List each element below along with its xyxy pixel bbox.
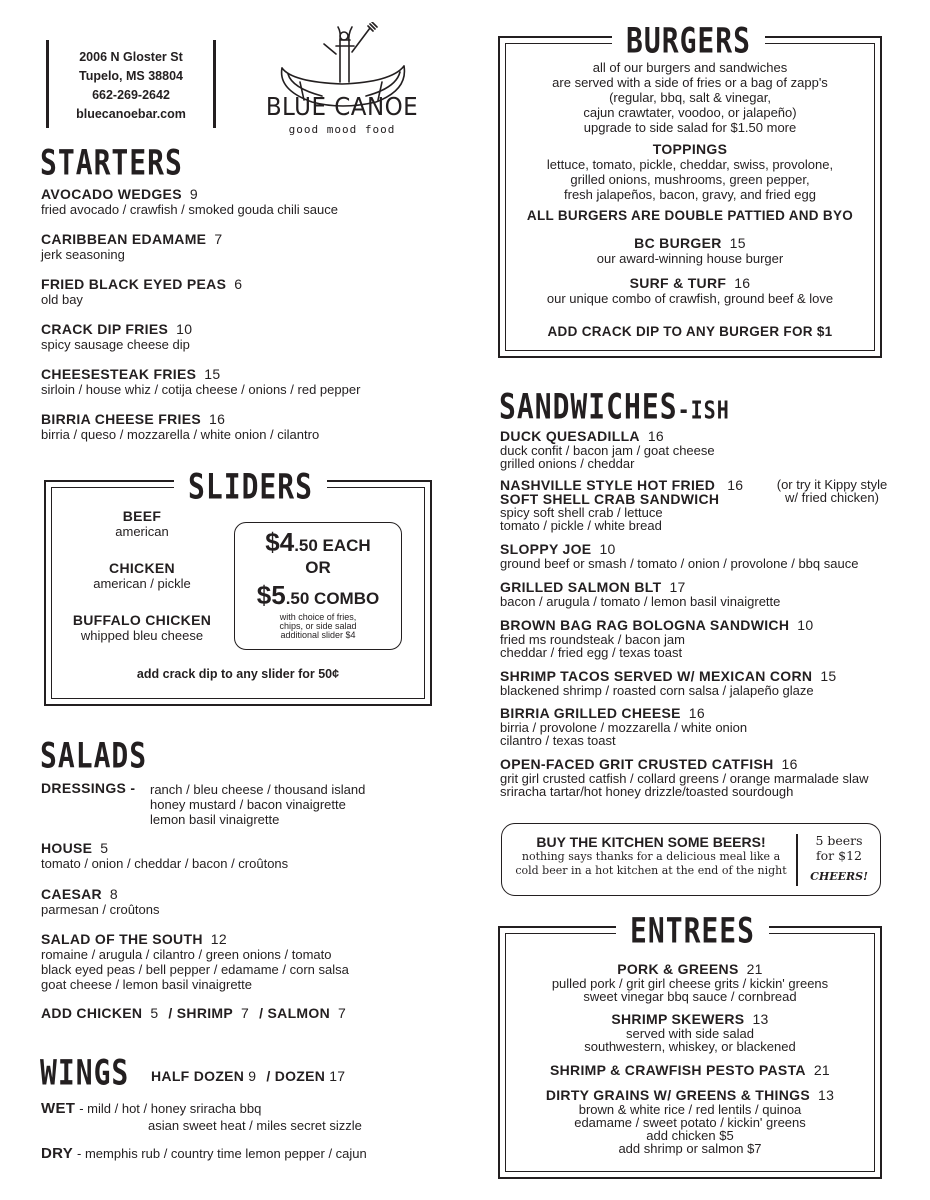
item-desc: parmesan / croûtons (41, 902, 160, 917)
price-combo-small: .50 COMBO (285, 589, 380, 608)
list-item (62, 612, 222, 664)
slider-price-box (234, 522, 402, 650)
burgers-title: BURGERS (612, 20, 765, 61)
list-item (41, 321, 461, 366)
item-name: BEEF (122, 508, 162, 524)
item-desc: sirloin / house whiz / cotija cheese / onions / red pepper (41, 382, 361, 397)
wings-dry: DRY - memphis rub / country time lemon pepper / cajun (41, 1145, 367, 1162)
item-name: SALAD OF THE SOUTH (41, 931, 203, 947)
sandwich-sloppy: SLOPPY JOE 10 ground beef or smash / tomato / onion / provolone / bbq sauce (500, 541, 859, 571)
item-name: FRIED BLACK EYED PEAS (41, 276, 227, 292)
beers-title: BUY THE KITCHEN SOME BEERS! (536, 834, 766, 850)
salad-south (41, 931, 461, 992)
burgers-toppings: TOPPINGS lettuce, tomato, pickle, cheddar, swiss, provolone, grilled onions, mushrooms, green pepper, fresh jalapeños, bacon, gravy, and fried egg (546, 141, 834, 202)
add-chicken: ADD CHICKEN (41, 1005, 143, 1021)
price-or: OR (305, 558, 331, 577)
item-desc: whipped bleu cheese (80, 628, 204, 643)
item-desc: american / pickle (93, 576, 191, 591)
address-phone: 662-269-2642 (92, 88, 170, 102)
price-combo-big: $5 (256, 580, 286, 610)
address-web: bluecanoebar.com (76, 107, 186, 121)
item-desc: romaine / arugula / cilantro / green onions / tomato (41, 947, 332, 962)
add-salmon: / SALMON (259, 1005, 330, 1021)
item-price: 9 (189, 186, 198, 202)
dressings-label: DRESSINGS - (41, 780, 136, 796)
salad-caesar (41, 886, 461, 917)
burgers-crack: ADD CRACK DIP TO ANY BURGER FOR $1 (547, 324, 833, 339)
item-price: 12 (210, 931, 227, 947)
list-item (41, 231, 461, 276)
item-price: 10 (176, 321, 193, 337)
entree-grains: DIRTY GRAINS W/ GREENS & THINGS 13 brown & white rice / red lentils / quinoa edamame / sweet potato / kickin' greens add chicken $5 add shrimp or salmon $7 (545, 1087, 835, 1156)
list-item (62, 560, 222, 612)
wings-wet: WET - mild / hot / honey sriracha bbq asian sweet heat / miles secret sizzle (41, 1100, 362, 1133)
list-item (41, 186, 461, 231)
sandwich-bologna: BROWN BAG RAG BOLOGNA SANDWICH 10 fried ms roundsteak / bacon jam cheddar / fried egg / texas toast (500, 617, 814, 660)
sandwich-birria: BIRRIA GRILLED CHEESE 16 birria / provolone / mozzarella / white onion cilantro / texas toast (500, 705, 748, 748)
starters-title: STARTERS (40, 142, 183, 184)
combo-note-3: additional slider $4 (280, 630, 356, 640)
beers-cheers: CHEERS! (810, 870, 868, 883)
item-name: CHEESESTEAK FRIES (41, 366, 197, 382)
sandwiches-title: SANDWICHES-ISH (499, 386, 730, 428)
item-desc: fried avocado / crawfish / smoked gouda chili sauce (41, 202, 338, 217)
item-name: HOUSE (41, 840, 93, 856)
salad-house (41, 840, 461, 871)
item-name: AVOCADO WEDGES (41, 186, 182, 202)
item-name: CARIBBEAN EDAMAME (41, 231, 207, 247)
slider-footer: add crack dip to any slider for 50¢ (136, 667, 340, 681)
item-price: 7 (214, 231, 223, 247)
burgers-intro: all of our burgers and sandwiches are served with a side of fries or a bag of zapp's (regular, bbq, salt & vinegar, cajun crawtater, voodoo, or jalapeño) upgrade to side salad for $1.50 more (552, 60, 828, 135)
item-desc: black eyed peas / bell pepper / edamame / corn salsa (41, 962, 349, 977)
logo (252, 22, 432, 142)
address-city: Tupelo, MS 38804 (79, 69, 183, 83)
entree-pasta: SHRIMP & CRAWFISH PESTO PASTA 21 (550, 1062, 830, 1078)
item-desc: tomato / onion / cheddar / bacon / croûtons (41, 856, 289, 871)
item-desc: jerk seasoning (41, 247, 125, 262)
sandwich-tacos: SHRIMP TACOS SERVED W/ MEXICAN CORN 15 blackened shrimp / roasted corn salsa / jalapeño glaze (500, 668, 837, 698)
salads-title: SALADS (40, 735, 148, 777)
item-price: 5 (100, 840, 109, 856)
item-desc: birria / queso / mozzarella / white onion / cilantro (41, 427, 320, 442)
dressings-line-1: ranch / bleu cheese / thousand island (150, 782, 366, 797)
item-name: BUFFALO CHICKEN (72, 612, 212, 628)
burgers-double: ALL BURGERS ARE DOUBLE PATTIED AND BYO (526, 208, 854, 223)
starters-list (41, 186, 461, 456)
list-item (41, 366, 461, 411)
dressings-line-2: honey mustard / bacon vinaigrette (150, 797, 346, 812)
beers-box (501, 823, 881, 896)
dressings-line-3: lemon basil vinaigrette (150, 812, 280, 827)
beers-line-2: cold beer in a hot kitchen at the end of the night (515, 864, 787, 877)
item-name: BIRRIA CHEESE FRIES (41, 411, 201, 427)
item-desc: goat cheese / lemon basil vinaigrette (41, 977, 253, 992)
sliders-list (62, 508, 222, 664)
entree-skewers: SHRIMP SKEWERS 13 served with side salad southwestern, whiskey, or blackened (584, 1011, 796, 1054)
brand-name: BLUE CANOE (265, 92, 419, 121)
price-each-small: .50 EACH (294, 536, 371, 555)
entree-pork: PORK & GREENS 21 pulled pork / grit girl cheese grits / kickin' greens sweet vinegar bbq sauce / cornbread (551, 961, 829, 1004)
item-price: 15 (204, 366, 221, 382)
salad-addons: ADD CHICKEN 5 / SHRIMP 7 / SALMON 7 (41, 1005, 347, 1021)
sandwich-duck: DUCK QUESADILLA 16 duck confit / bacon jam / goat cheese grilled onions / cheddar (500, 428, 715, 471)
item-name: CHICKEN (109, 560, 175, 576)
add-shrimp: / SHRIMP (168, 1005, 234, 1021)
beers-offer-2: for $12 (816, 848, 862, 863)
wings-sizes: HALF DOZEN 9 / DOZEN 17 (151, 1068, 346, 1084)
item-name: CAESAR (41, 886, 102, 902)
beers-line-1: nothing says thanks for a delicious meal like a (521, 850, 781, 863)
item-price: 16 (208, 411, 226, 427)
item-price: 8 (109, 886, 119, 902)
list-item (41, 411, 461, 456)
burger-surf: SURF & TURF 16 our unique combo of crawfish, ground beef & love (546, 275, 834, 306)
sandwich-catfish: OPEN-FACED GRIT CRUSTED CATFISH 16 grit girl crusted catfish / collard greens / orange marmalade slaw sriracha tartar/hot honey drizzle/toasted sourdough (500, 756, 869, 799)
item-desc: spicy sausage cheese dip (41, 337, 190, 352)
item-desc: american (115, 524, 169, 539)
combo-note-1: with choice of fries, (279, 612, 357, 622)
burger-bc: BC BURGER 15 our award-winning house burger (596, 235, 784, 266)
list-item (41, 276, 461, 321)
sandwich-nashville: NASHVILLE STYLE HOT FRIED 16 SOFT SHELL CRAB SANDWICH spicy soft shell crab / lettuce tomato / pickle / white bread (or try it Kippy style w/ fried chicken) (500, 477, 888, 533)
entrees-title: ENTREES (616, 910, 769, 951)
list-item (62, 508, 222, 560)
wings-title: WINGS (40, 1052, 130, 1094)
address-block (46, 40, 216, 128)
item-name: CRACK DIP FRIES (41, 321, 169, 337)
item-desc: old bay (41, 292, 83, 307)
sandwich-salmon: GRILLED SALMON BLT 17 bacon / arugula / tomato / lemon basil vinaigrette (500, 579, 781, 609)
brand-tagline: good mood food (288, 123, 396, 136)
item-price: 6 (234, 276, 243, 292)
combo-note-2: chips, or side salad (279, 621, 357, 631)
sliders-title: SLIDERS (174, 466, 327, 507)
beers-offer-1: 5 beers (815, 833, 863, 848)
price-each-big: $4 (265, 527, 295, 557)
address-street: 2006 N Gloster St (79, 50, 183, 64)
